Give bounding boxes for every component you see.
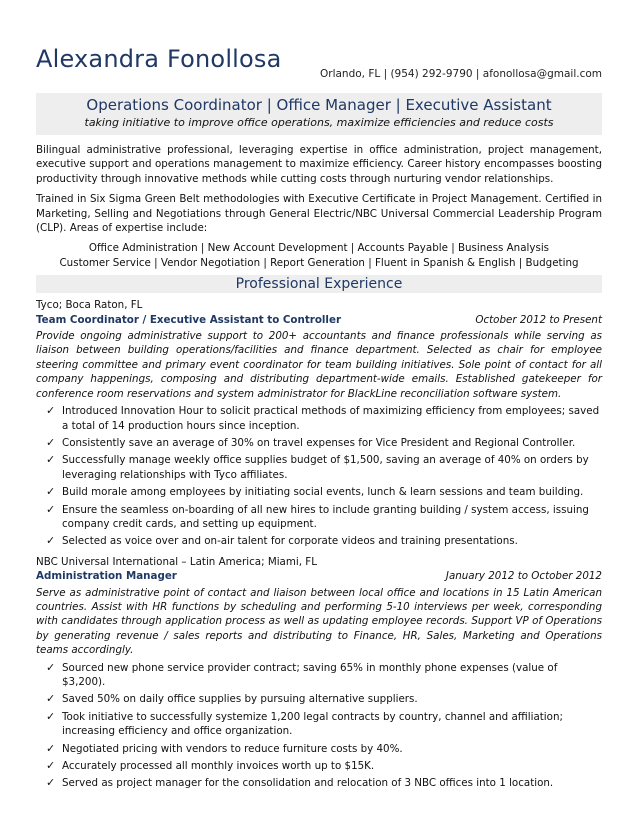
achievement-text: Build morale among employees by initiating social events, lunch & learn sessions and team building. xyxy=(62,486,584,499)
summary-paragraph: Trained in Six Sigma Green Belt methodologies with Executive Certificate in Project Management. Certified in Marketing, Selling and Negotiations through General Electric/NBC Universal Commercial Leadership Program (CLP). Areas of expertise include: xyxy=(36,193,602,235)
job-entry xyxy=(36,298,602,549)
achievement-text: Introduced Innovation Hour to solicit practical methods of maximizing efficiency from employees; saved a total of 14 production hours since inception. xyxy=(62,405,600,432)
achievement-text: Took initiative to successfully systemize 1,200 legal contracts by country, channel and affiliation; increasing efficiency and office organization. xyxy=(62,710,563,738)
checkmark-icon: ✓ xyxy=(46,660,56,674)
skills-line: Customer Service | Vendor Negotiation | Report Generation | Fluent in Spanish & English | Budgeting xyxy=(59,256,579,269)
achievement-text: Successfully manage weekly office supplies budget of $1,500, saving an average of 40% on orders by leveraging relationships with Tyco affiliates. xyxy=(62,454,589,481)
job-dates: January 2012 to October 2012 xyxy=(445,570,602,583)
checkmark-icon: ✓ xyxy=(46,435,56,449)
achievement-item xyxy=(46,485,602,499)
job-title: Administration Manager xyxy=(36,570,177,583)
checkmark-icon: ✓ xyxy=(46,453,56,467)
achievement-list xyxy=(36,661,602,791)
achievement-item xyxy=(46,534,602,548)
achievement-item xyxy=(46,759,602,773)
checkmark-icon: ✓ xyxy=(46,741,56,755)
checkmark-icon: ✓ xyxy=(46,759,56,773)
job-entry xyxy=(36,555,602,791)
job-description: Serve as administrative point of contact and liaison between local office and locations in 15 Latin American countries. Assist with HR functions by scheduling and performing 5-10 interviews per week, corresponding with candidates through application process as well as updating employee records. Support VP of Operations by generating revenue / sales reports and distributing to Finance, HR, Sales, Marketing and Operations teams accordingly. xyxy=(36,586,602,657)
achievement-item xyxy=(46,776,602,790)
achievement-text: Selected as voice over and on-air talent for corporate videos and training presentations. xyxy=(62,535,518,548)
summary-section xyxy=(36,143,602,794)
achievement-text: Negotiated pricing with vendors to reduce furniture costs by 40%. xyxy=(62,742,403,755)
section-header: Professional Experience xyxy=(36,275,602,293)
contact-info: Orlando, FL | (954) 292-9790 | afonollosa@gmail.com xyxy=(319,68,602,80)
achievement-item xyxy=(46,742,602,756)
achievement-item xyxy=(46,404,602,433)
checkmark-icon: ✓ xyxy=(46,709,56,723)
headline-banner xyxy=(36,93,602,135)
achievement-item xyxy=(46,436,602,450)
skills-line: Office Administration | New Account Development | Accounts Payable | Business Analysis xyxy=(88,242,550,255)
job-dates: October 2012 to Present xyxy=(475,313,602,326)
achievement-text: Consistently save an average of 30% on travel expenses for Vice President and Regional Controller. xyxy=(62,436,576,449)
achievement-text: Ensure the seamless on-boarding of all new hires to include granting building / system access, issuing company credit cards, and setting up equipment. xyxy=(62,503,589,530)
achievement-text: Saved 50% on daily office supplies by pursuing alternative suppliers. xyxy=(62,693,418,706)
candidate-name: Alexandra Fonollosa xyxy=(36,45,282,73)
checkmark-icon: ✓ xyxy=(46,502,56,516)
checkmark-icon: ✓ xyxy=(46,692,56,706)
checkmark-icon: ✓ xyxy=(46,404,56,418)
achievement-list xyxy=(36,404,602,549)
achievement-text: Served as project manager for the consolidation and relocation of 3 NBC offices into 1 location. xyxy=(62,777,554,790)
job-title: Team Coordinator / Executive Assistant to Controller xyxy=(36,313,342,326)
headline: Operations Coordinator | Office Manager | Executive Assistant xyxy=(86,96,552,114)
checkmark-icon: ✓ xyxy=(46,485,56,499)
summary-paragraph: Bilingual administrative professional, leveraging expertise in office administration, project management, executive support and operations management to maximize efficiency. Career history encompasses boosting productivity through innovative methods while cutting costs through nurturing vendor relationships. xyxy=(36,144,602,185)
achievement-item xyxy=(46,661,602,690)
achievement-item xyxy=(46,503,602,532)
achievement-item xyxy=(46,692,602,706)
tagline: taking initiative to improve office operations, maximize efficiencies and reduce costs xyxy=(84,116,554,129)
company: NBC Universal International – Latin America; Miami, FL xyxy=(36,555,317,568)
company: Tyco; Boca Raton, FL xyxy=(36,299,143,312)
achievement-text: Accurately processed all monthly invoices worth up to $15K. xyxy=(62,760,375,773)
job-description: Provide ongoing administrative support to 200+ accountants and finance professionals while serving as liaison between building operations/facilities and finance department. Selected as chair for employee steering committee and primary event coordinator for team building initiatives. Sole point of contact for all company happenings, composing and distributing department-wide emails. Established gatekeeper for conference room reservations and system administrator for BlackLine reconciliation software system. xyxy=(36,330,602,400)
achievement-item xyxy=(46,453,602,482)
checkmark-icon: ✓ xyxy=(46,534,56,548)
achievement-text: Sourced new phone service provider contract; saving 65% in monthly phone expenses (value of $3,200). xyxy=(62,661,558,688)
checkmark-icon: ✓ xyxy=(46,776,56,790)
achievement-item xyxy=(46,710,602,739)
